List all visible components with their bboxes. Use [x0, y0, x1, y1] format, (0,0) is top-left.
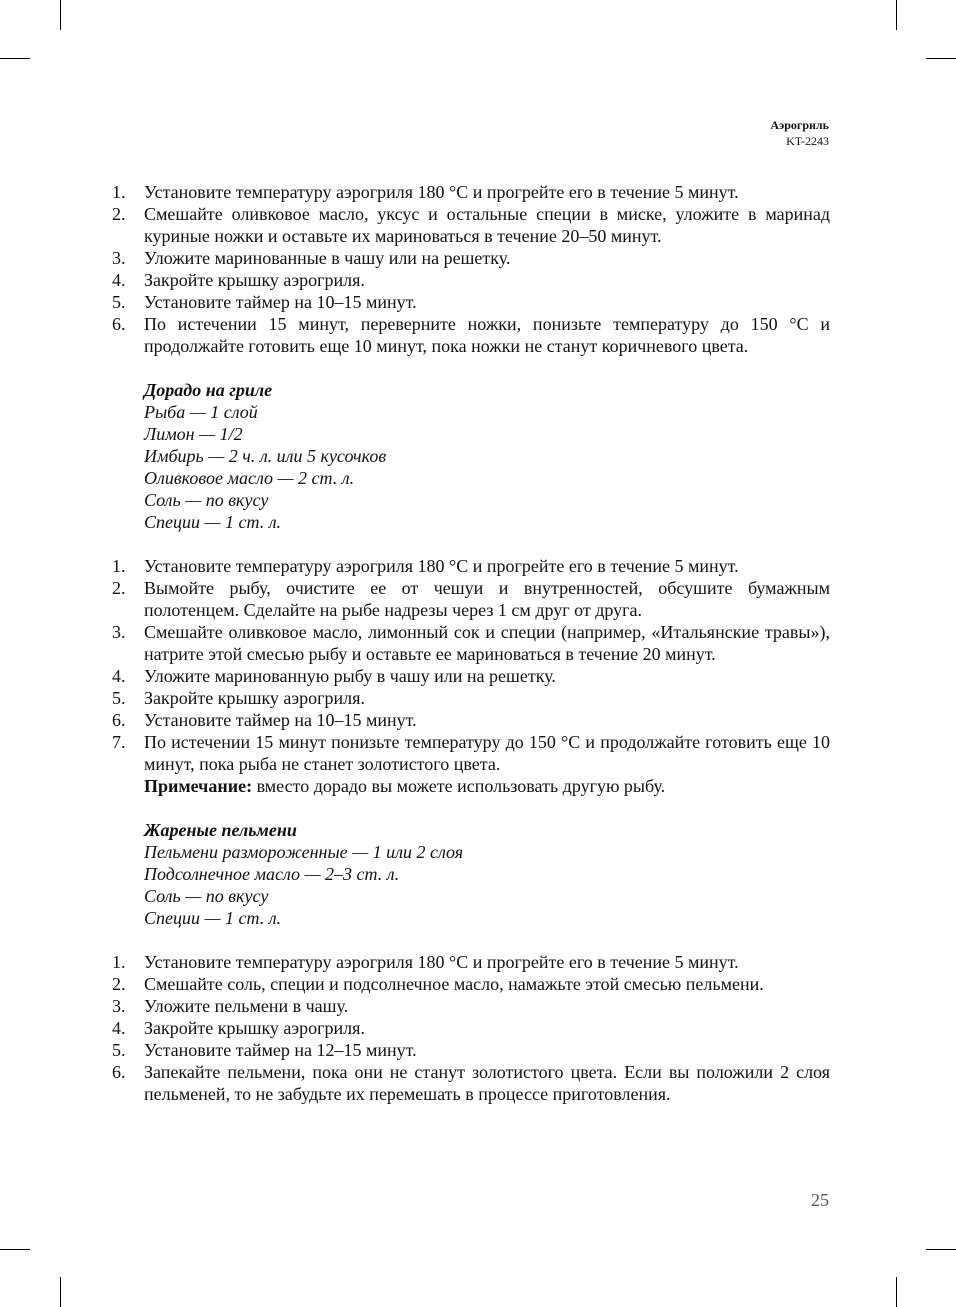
step-text: Установите температуру аэрогриля 180 °С и прогрейте его в течение 5 минут.: [144, 952, 739, 972]
ingredient-item: Имбирь — 2 ч. л. или 5 кусочков: [144, 446, 387, 466]
step-item: [112, 247, 830, 269]
step-text: Уложите маринованные в чашу или на решетку.: [144, 248, 511, 268]
step-item: [112, 1039, 830, 1061]
recipe-title: Жареные пельмени: [144, 820, 297, 840]
step-number: 6.: [112, 314, 126, 334]
recipe-card: [144, 379, 830, 533]
ingredient-item: Рыба — 1 слой: [144, 402, 258, 422]
step-text: Установите температуру аэрогриля 180 °С и прогрейте его в течение 5 минут.: [144, 556, 739, 576]
recipe-card: [144, 819, 830, 929]
step-item: [112, 731, 830, 775]
steps-list: [112, 951, 830, 1105]
step-text: Установите таймер на 10–15 минут.: [144, 710, 417, 730]
page-number: 25: [811, 1190, 829, 1210]
step-text: Установите таймер на 10–15 минут.: [144, 292, 417, 312]
crop-mark: [896, 1277, 897, 1307]
step-text: По истечении 15 минут понизьте температуру до 150 °С и продолжайте готовить еще 10 минут, пока рыба не станет золотистого цвета.: [144, 732, 830, 774]
step-number: 5.: [112, 688, 126, 708]
step-number: 5.: [112, 1040, 126, 1060]
ingredients-list: [144, 401, 830, 533]
step-item: [112, 973, 830, 995]
crop-mark: [896, 0, 897, 30]
step-number: 2.: [112, 974, 126, 994]
step-number: 1.: [112, 556, 126, 576]
step-number: 3.: [112, 248, 126, 268]
step-text: Закройте крышку аэрогриля.: [144, 688, 365, 708]
ingredient-item: Оливковое масло — 2 ст. л.: [144, 468, 355, 488]
steps-list: [112, 181, 830, 357]
ingredients-list: [144, 841, 830, 929]
step-number: 3.: [112, 622, 126, 642]
step-text: Уложите пельмени в чашу.: [144, 996, 349, 1016]
step-item: [112, 555, 830, 577]
step-text: Смешайте оливковое масло, лимонный сок и специи (например, «Итальянские травы»), натрите этой смесью рыбу и оставьте ее мариноваться в течение 20 минут.: [144, 622, 830, 664]
header-brand: Аэрогриль: [770, 118, 829, 132]
step-number: 7.: [112, 732, 126, 752]
step-number: 4.: [112, 666, 126, 686]
step-item: [112, 687, 830, 709]
step-item: [112, 665, 830, 687]
step-number: 3.: [112, 996, 126, 1016]
step-number: 1.: [112, 182, 126, 202]
step-text: Вымойте рыбу, очистите ее от чешуи и внутренностей, обсушите бумажным полотенцем. Сделайте на рыбе надрезы через 1 см друг от друга.: [144, 578, 830, 620]
step-text: Смешайте соль, специи и подсолнечное масло, намажьте этой смесью пельмени.: [144, 974, 764, 994]
step-item: [112, 269, 830, 291]
step-text: Запекайте пельмени, пока они не станут золотистого цвета. Если вы положили 2 слоя пельменей, то не забудьте их перемешать в процессе приготовления.: [144, 1062, 830, 1104]
step-item: [112, 313, 830, 357]
ingredient-item: Подсолнечное масло — 2–3 ст. л.: [144, 864, 400, 884]
note-text: вместо дорадо вы можете использовать другую рыбу.: [252, 776, 666, 796]
crop-mark: [60, 0, 61, 30]
step-number: 6.: [112, 710, 126, 730]
step-text: По истечении 15 минут, переверните ножки, понизьте температуру до 150 °С и продолжайте готовить еще 10 минут, пока ножки не станут коричневого цвета.: [144, 314, 830, 356]
step-item: [112, 181, 830, 203]
crop-mark: [0, 1249, 30, 1250]
page-content: [112, 181, 830, 1105]
crop-mark: [926, 1249, 956, 1250]
crop-mark: [926, 58, 956, 59]
step-item: [112, 621, 830, 665]
step-item: [112, 951, 830, 973]
step-text: Установите таймер на 12–15 минут.: [144, 1040, 417, 1060]
ingredient-item: Лимон — 1/2: [144, 424, 243, 444]
steps-list: [112, 555, 830, 775]
step-text: Закройте крышку аэрогриля.: [144, 1018, 365, 1038]
step-item: [112, 709, 830, 731]
step-item: [112, 1017, 830, 1039]
step-number: 4.: [112, 1018, 126, 1038]
step-number: 5.: [112, 292, 126, 312]
step-item: [112, 995, 830, 1017]
step-number: 1.: [112, 952, 126, 972]
step-item: [112, 291, 830, 313]
crop-mark: [0, 58, 30, 59]
step-item: [112, 577, 830, 621]
step-item: [112, 1061, 830, 1105]
step-text: Установите температуру аэрогриля 180 °С и прогрейте его в течение 5 минут.: [144, 182, 739, 202]
page-header: [770, 117, 829, 149]
recipe-note: [112, 775, 830, 797]
step-text: Смешайте оливковое масло, уксус и остальные специи в миске, уложите в маринад куриные ножки и оставьте их мариноваться в течение 20–50 минут.: [144, 204, 830, 246]
ingredient-item: Специи — 1 ст. л.: [144, 512, 282, 532]
step-number: 6.: [112, 1062, 126, 1082]
ingredient-item: Соль — по вкусу: [144, 886, 269, 906]
header-model: KT-2243: [786, 134, 829, 148]
step-text: Уложите маринованную рыбу в чашу или на решетку.: [144, 666, 556, 686]
step-number: 2.: [112, 578, 126, 598]
step-number: 2.: [112, 204, 126, 224]
note-label: Примечание:: [144, 776, 253, 796]
step-number: 4.: [112, 270, 126, 290]
step-item: [112, 203, 830, 247]
ingredient-item: Соль — по вкусу: [144, 490, 269, 510]
crop-mark: [60, 1277, 61, 1307]
step-text: Закройте крышку аэрогриля.: [144, 270, 365, 290]
recipe-title: Дорадо на гриле: [144, 380, 273, 400]
ingredient-item: Специи — 1 ст. л.: [144, 908, 282, 928]
ingredient-item: Пельмени размороженные — 1 или 2 слоя: [144, 842, 464, 862]
